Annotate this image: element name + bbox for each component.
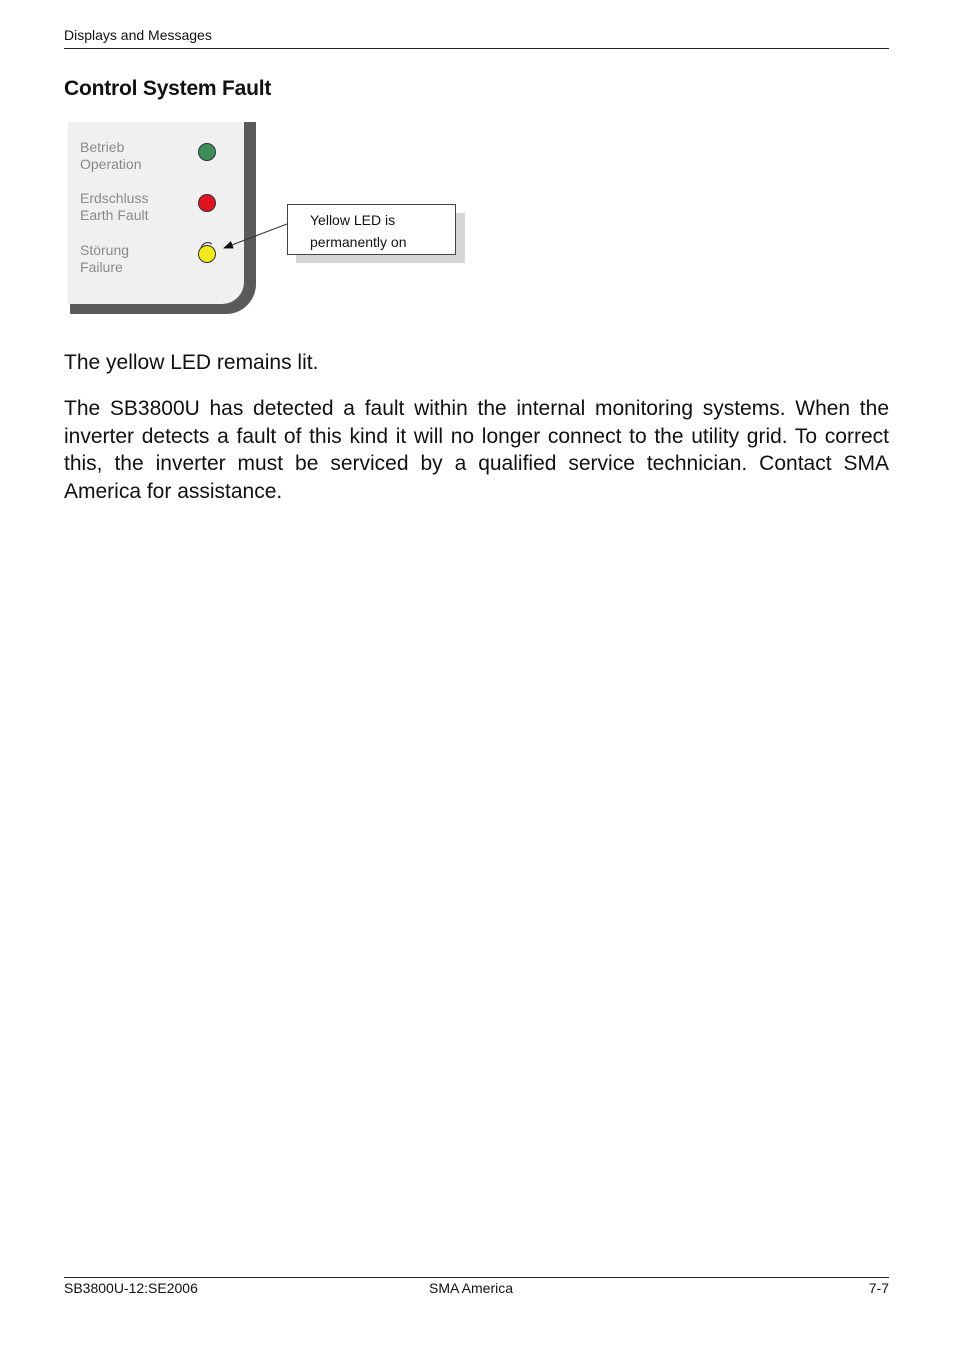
callout-arrow-icon <box>0 0 954 400</box>
callout-line: permanently on <box>310 234 407 250</box>
footer-page-number: 7-7 <box>868 1280 889 1296</box>
led-label-de: Betrieb <box>80 139 125 155</box>
led-label-en: Earth Fault <box>80 207 149 223</box>
body-paragraph-2: The SB3800U has detected a fault within the internal monitoring systems. When the inverter detects a fault of this kind it will no longer connect to the utility grid. To correct this, the inverter must be serviced by a qualified service technician. Contact SMA America for assistance. <box>64 397 889 503</box>
footer-doc-id: SB3800U-12:SE2006 <box>64 1280 198 1296</box>
led-label-en: Failure <box>80 259 123 275</box>
led-label-en: Operation <box>80 156 142 172</box>
led-label-de: Störung <box>80 242 130 258</box>
led-label-de: Erdschluss <box>80 190 149 206</box>
body-paragraph-1: The yellow LED remains lit. <box>64 351 319 374</box>
footer-company: SMA America <box>429 1280 514 1296</box>
section-title: Control System Fault <box>64 77 272 100</box>
callout-line: Yellow LED is <box>310 212 396 228</box>
footer-rule <box>64 1277 889 1278</box>
running-header: Displays and Messages <box>64 27 212 43</box>
